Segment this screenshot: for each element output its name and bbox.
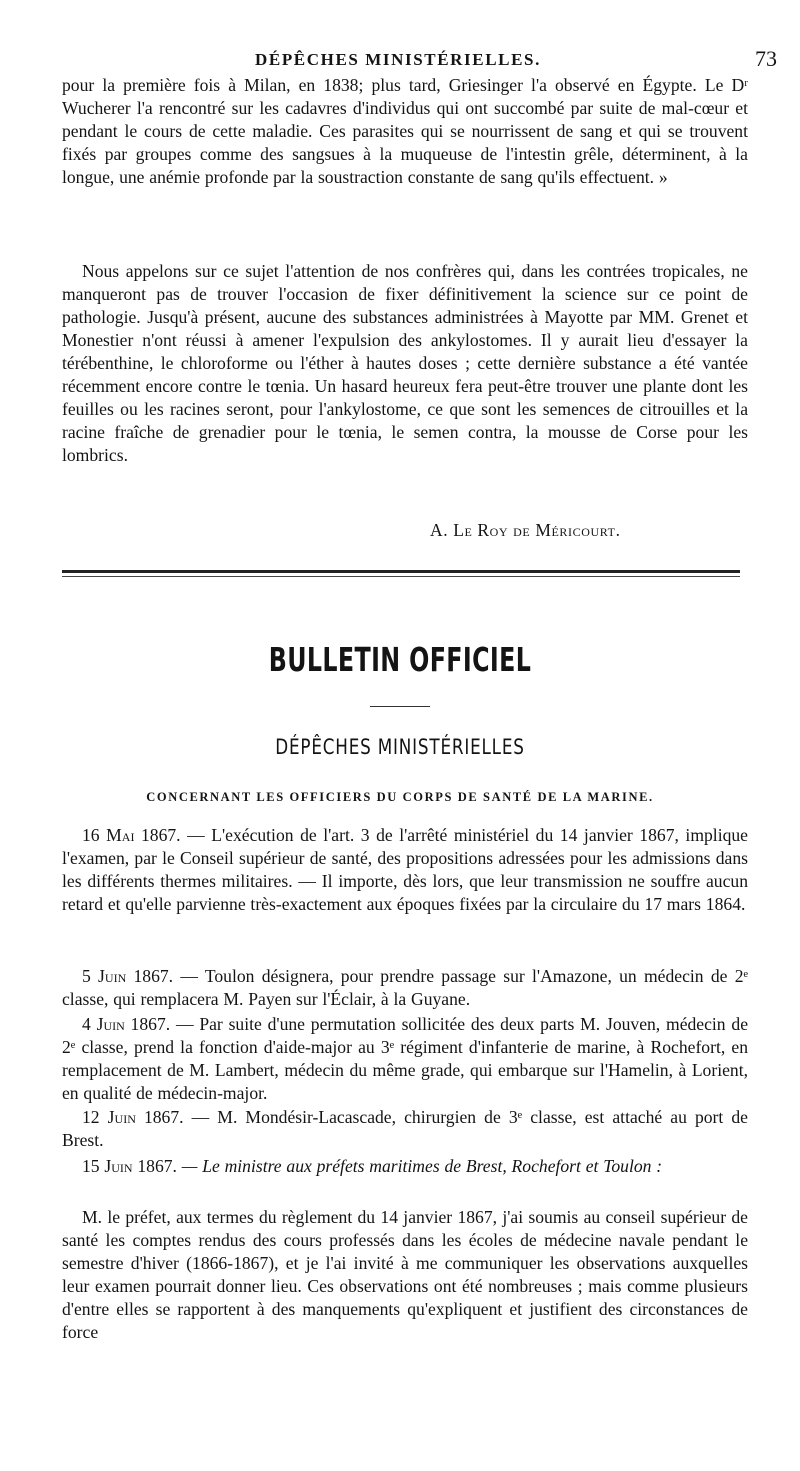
- entry-4-juin: [62, 1013, 748, 1105]
- intro-paragraph-1: pour la première fois à Milan, en 1838; plus tard, Griesinger l'a observé en Égypte. Le Dʳ Wucherer l'a rencontré sur les cadavres d'individus qui ont succombé par suite de mal-cœur et pendant le cours de cette maladie. Ces parasites qui se nourrissent de sang et qui se trouvent fixés par groupes comme des sangsues à la muqueuse de l'intestin grêle, déterminent, à la longue, une anémie profonde par la soustraction constante de sang qu'ils effectuent. »: [62, 75, 748, 187]
- entry-12-juin: [62, 1106, 748, 1152]
- entry-5-juin: [62, 965, 748, 1011]
- bulletin-title: BULLETIN OFFICIEL: [268, 640, 532, 679]
- running-title: DÉPÊCHES MINISTÉRIELLES.: [255, 50, 541, 69]
- bulletin-concernant: CONCERNANT LES OFFICIERS DU CORPS DE SANTÉ DE LA MARINE.: [146, 790, 654, 804]
- entry-15-juin: [62, 1155, 748, 1178]
- entry-date: 12 Juin 1867.: [82, 1107, 184, 1127]
- entry-date: 15 Juin 1867.: [82, 1156, 177, 1176]
- section-divider: [62, 570, 740, 573]
- entry-text: — Toulon désignera, pour prendre passage sur l'Amazone, un médecin de 2ᵉ classe, qui remplacera M. Payen sur l'Éclair, à la Guyane.: [62, 966, 749, 1009]
- entry-date: 4 Juin 1867.: [82, 1014, 171, 1034]
- section-divider-thin: [62, 576, 740, 577]
- entry-text: — L'exécution de l'art. 3 de l'arrêté ministériel du 14 janvier 1867, implique l'examen, par le Conseil supérieur de santé, des propositions adressées pour les admissions dans les différents thermes militaires. — Il importe, dès lors, que leur transmission ne souffre aucun retard et qu'elle parvienne très-exactement aux époques fixées par la circulaire du 17 mars 1864.: [62, 825, 748, 914]
- entry-text: — M. Mondésir-Lacascade, chirurgien de 3ᵉ classe, est attaché au port de Brest.: [62, 1107, 748, 1150]
- page-number: 73: [755, 46, 777, 71]
- bulletin-subtitle: DÉPÊCHES MINISTÉRIELLES: [275, 735, 525, 759]
- running-head: [0, 42, 800, 72]
- intro-paragraph-2: Nous appelons sur ce sujet l'attention de nos confrères qui, dans les contrées tropicales, ne manqueront pas de trouver l'occasion de fixer définitivement la science sur ce point de pathologie. Jusqu'à présent, aucune des substances administrées à Mayotte par MM. Grenet et Monestier n'ont réussi à amener l'expulsion des ankylostomes. Il y aurait lieu d'essayer la térébenthine, le chloroforme ou l'éther à hautes doses ; cette dernière substance a été vantée récemment encore contre le tœnia. Un hasard heureux fera peut-être trouver une plante dont les feuilles ou les racines seront, pour l'ankylostome, ce que sont les semences de citrouilles et la racine fraîche de grenadier pour le tœnia, le semen contra, la mousse de Corse pour les lombrics.: [62, 261, 748, 465]
- entry-16-mai: [62, 824, 748, 916]
- signature: A. Le Roy de Méricourt.: [430, 520, 621, 540]
- entry-text: — Par suite d'une permutation sollicitée des deux parts M. Jouven, médecin de 2ᵉ classe, prend la fonction d'aide-major au 3ᵉ régiment d'infanterie de marine, à Rochefort, en remplacement de M. Lambert, médecin du même grade, qui embarque sur l'Hamelin, à Lorient, en qualité de médecin-major.: [62, 1014, 748, 1103]
- entry-date: 5 Juin 1867.: [82, 966, 174, 986]
- entry-date: 16 Mai 1867.: [82, 825, 181, 845]
- letter-paragraph: M. le préfet, aux termes du règlement du 14 janvier 1867, j'ai soumis au conseil supérieur de santé les comptes rendus des cours professés dans les écoles de médecine navale pendant le semestre d'hiver (1866-1867), et je l'ai invité à me communiquer les observations auxquelles leur examen pourrait donner lieu. Ces observations ont été nombreuses ; mais comme plusieurs d'entre elles se rapportent à des manquements qu'expliquent et justifient des circonstances de force: [62, 1207, 748, 1342]
- entry-text: — Le ministre aux préfets maritimes de Brest, Rochefort et Toulon :: [176, 1156, 663, 1176]
- title-underline: [370, 706, 430, 707]
